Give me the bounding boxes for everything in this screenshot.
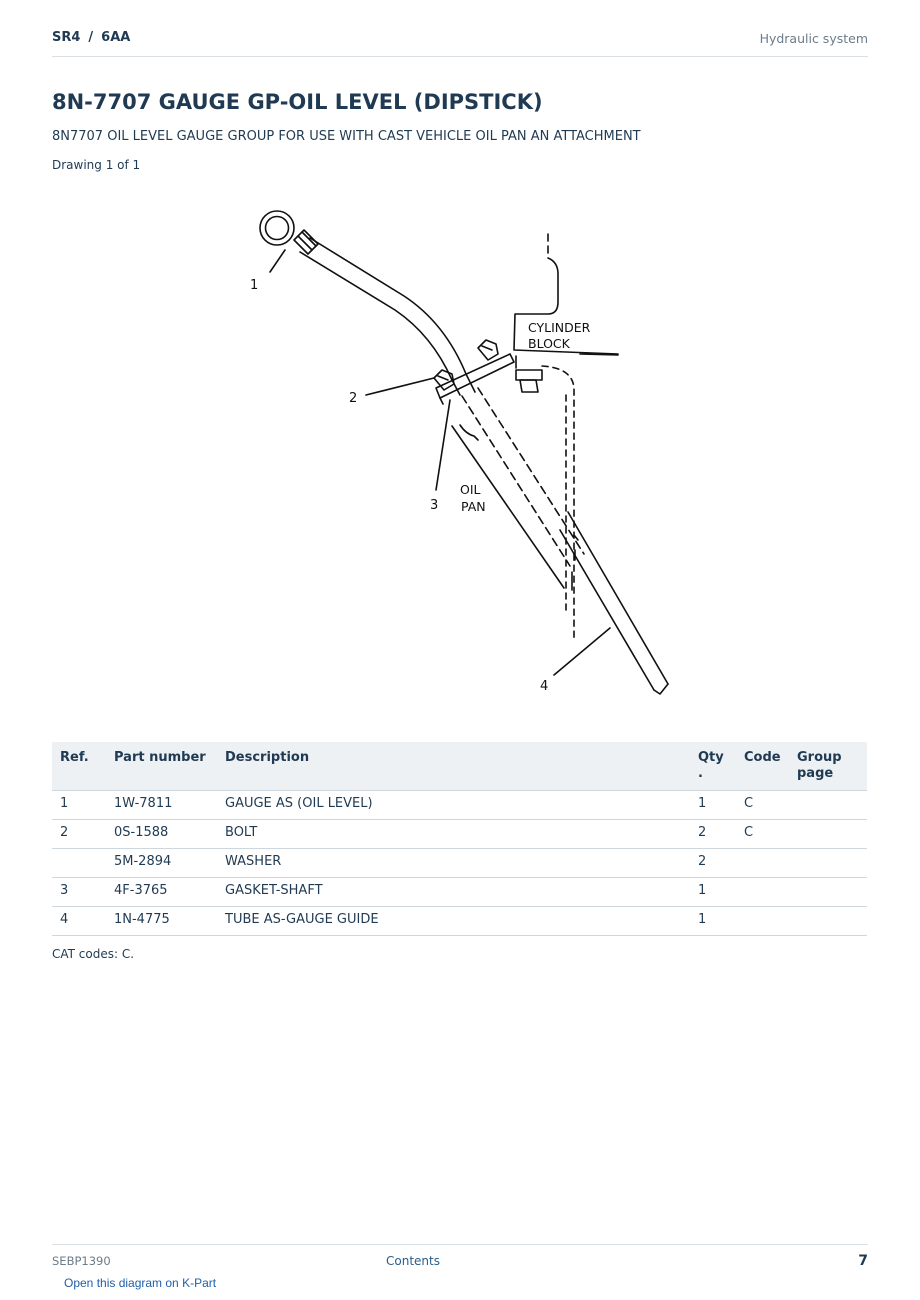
- cell-qty: 1: [690, 791, 736, 820]
- cell-qty: 2: [690, 820, 736, 849]
- cell-part-number: 1W-7811: [106, 791, 217, 820]
- gasket-flange: [436, 354, 514, 404]
- cell-qty: 2: [690, 849, 736, 878]
- breadcrumb-separator: /: [88, 30, 94, 45]
- table-row: [52, 791, 867, 820]
- cell-description: WASHER: [217, 849, 690, 878]
- header-qty: [690, 742, 736, 791]
- header-qty-label: Qty: [698, 750, 724, 765]
- page-number: 7: [858, 1253, 868, 1269]
- table-row: [52, 878, 867, 907]
- header-page-label: page: [797, 766, 834, 781]
- cell-qty: 1: [690, 907, 736, 936]
- cell-code: [736, 907, 789, 936]
- block-bolt: [516, 370, 542, 392]
- breadcrumb: [52, 30, 130, 45]
- cell-group-page: [789, 791, 867, 820]
- cell-ref: 4: [52, 907, 106, 936]
- cell-group-page: [789, 878, 867, 907]
- cell-ref: [52, 849, 106, 878]
- cell-ref: 3: [52, 878, 106, 907]
- cell-part-number: 1N-4775: [106, 907, 217, 936]
- document-id: SEBP1390: [52, 1254, 111, 1268]
- callout-4: 4: [540, 679, 549, 694]
- cell-ref: 1: [52, 791, 106, 820]
- page-title: 8N-7707 GAUGE GP-OIL LEVEL (DIPSTICK): [52, 90, 543, 114]
- leader-line-3: [436, 400, 450, 490]
- header-group-label: Group: [797, 750, 842, 765]
- leader-line-1: [270, 250, 285, 272]
- cell-group-page: [789, 820, 867, 849]
- gauge-rod: [310, 238, 475, 392]
- callout-1: 1: [250, 278, 259, 293]
- cell-code: [736, 878, 789, 907]
- header-ref: Ref.: [52, 742, 106, 791]
- label-block: BLOCK: [528, 336, 570, 351]
- cell-code: C: [736, 820, 789, 849]
- header-description: Description: [217, 742, 690, 791]
- tube-guide: [452, 426, 668, 694]
- label-cylinder: CYLINDER: [528, 320, 591, 335]
- header-group-page: [789, 742, 867, 791]
- cell-part-number: 5M-2894: [106, 849, 217, 878]
- contents-link[interactable]: Contents: [386, 1254, 440, 1268]
- cell-part-number: 0S-1588: [106, 820, 217, 849]
- cell-description: BOLT: [217, 820, 690, 849]
- table-header-row: [52, 742, 867, 791]
- header-code: Code: [736, 742, 789, 791]
- drawing-count: Drawing 1 of 1: [52, 158, 141, 172]
- open-kpart-link[interactable]: Open this diagram on K-Part: [64, 1276, 217, 1290]
- cell-ref: 2: [52, 820, 106, 849]
- callout-3: 3: [430, 498, 439, 513]
- breadcrumb-model: SR4: [52, 30, 81, 45]
- section-name: Hydraulic system: [759, 31, 868, 46]
- page-footer: [52, 1244, 868, 1275]
- cell-code: C: [736, 791, 789, 820]
- breadcrumb-prefix: 6AA: [101, 30, 131, 45]
- page-header: [52, 26, 868, 57]
- cell-description: TUBE AS-GAUGE GUIDE: [217, 907, 690, 936]
- cell-qty: 1: [690, 878, 736, 907]
- parts-diagram: [240, 200, 680, 700]
- bolt: [478, 340, 498, 360]
- cell-description: GASKET-SHAFT: [217, 878, 690, 907]
- callout-2: 2: [349, 391, 358, 406]
- table-row: [52, 849, 867, 878]
- cell-code: [736, 849, 789, 878]
- table-row: [52, 907, 867, 936]
- page-subtitle: 8N7707 OIL LEVEL GAUGE GROUP FOR USE WITH CAST VEHICLE OIL PAN AN ATTACHMENT: [52, 129, 641, 144]
- header-part-number: Part number: [106, 742, 217, 791]
- cell-group-page: [789, 849, 867, 878]
- leader-line-2: [366, 378, 434, 395]
- header-qty-dot: .: [698, 766, 703, 781]
- oil-pan-outline: [460, 425, 478, 440]
- gauge-handle-ring: [260, 211, 294, 245]
- cell-description: GAUGE AS (OIL LEVEL): [217, 791, 690, 820]
- table-row: [52, 820, 867, 849]
- parts-table: [52, 742, 867, 936]
- leader-line-4: [554, 628, 610, 675]
- label-oil: OIL: [460, 482, 481, 497]
- cell-part-number: 4F-3765: [106, 878, 217, 907]
- label-pan: PAN: [461, 499, 486, 514]
- gauge-ferrule: [294, 230, 318, 254]
- cat-codes-note: CAT codes: C.: [52, 947, 135, 961]
- cell-group-page: [789, 907, 867, 936]
